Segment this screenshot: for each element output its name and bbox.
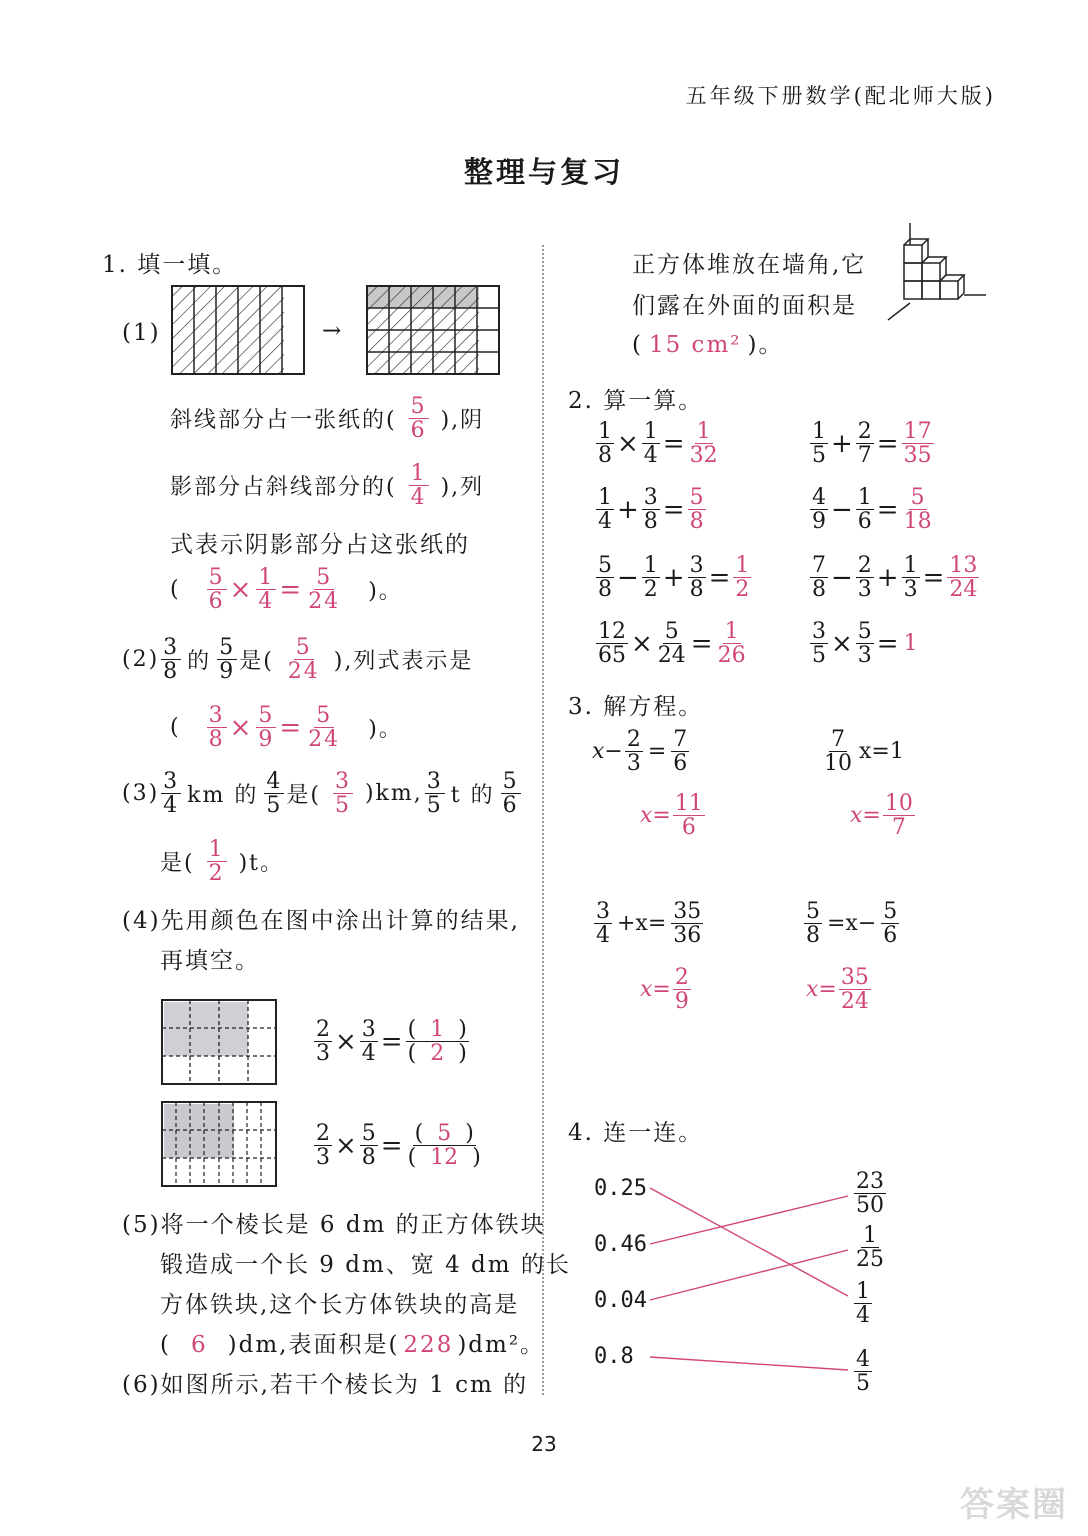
fraction: $\frac{5}{8}$ (689, 485, 704, 535)
operator: = (662, 494, 685, 525)
fraction: 1 (903, 631, 918, 657)
fraction: $\frac{2}{9}$ (674, 965, 689, 1015)
operator: + (831, 428, 853, 459)
fraction: $\frac{1}{6}$ (857, 485, 872, 535)
operator: = (662, 428, 685, 459)
fraction: $\frac{10}{7}$ (884, 791, 913, 841)
q1-1-line1: 斜线部分占一张纸的( $\frac{5}{6}$ ),阴 (170, 394, 485, 444)
fraction: $\frac{11}{6}$ (674, 791, 703, 841)
q3-equation: $\frac{5}{8}$ =x− $\frac{5}{6}$ (806, 899, 898, 949)
q3-answer: x= $\frac{35}{24}$ (806, 965, 869, 1015)
q4-link-line (650, 1196, 848, 1244)
fraction: $\frac{3}{8}$ (689, 553, 704, 603)
fraction: $\frac{1}{5}$ (812, 419, 826, 469)
fraction: $\frac{2}{3}$ (626, 727, 641, 777)
q3-answer: x= $\frac{10}{7}$ (850, 791, 913, 841)
q4-right-item (852, 1280, 874, 1327)
q4-right-item (852, 1170, 888, 1217)
fraction: $\frac{7}{10}$ (824, 727, 852, 777)
fraction: $\frac{17}{35}$ (903, 419, 932, 469)
page-number: 23 (531, 1432, 557, 1456)
q3-answer: x= $\frac{11}{6}$ (640, 791, 703, 841)
q2-exercise (594, 420, 722, 467)
fraction: $\frac{2}{3}$ (857, 553, 872, 603)
q1-4-equation-b: $\frac{2}{3}$ × $\frac{5}{8}$ = ( 5 ) ( 12 ) (316, 1121, 481, 1171)
q1-1-line2: 影部分占斜线部分的( $\frac{1}{4}$ ),列 (170, 461, 485, 511)
fraction: $\frac{7}{8}$ (812, 553, 826, 603)
q2-exercise (594, 486, 708, 533)
fraction: $\frac{1}{2}$ (643, 553, 658, 603)
fraction: $\frac{1}{4}$ (598, 485, 612, 535)
operator: × (631, 628, 653, 659)
fraction: $\frac{13}{24}$ (949, 553, 978, 603)
fraction: $\frac{5}{24}$ (657, 619, 686, 669)
q2-heading: 2. 算一算。 (568, 388, 704, 414)
q4-left-item: 0.46 (594, 1232, 647, 1257)
fraction: $\frac{3}{5}$ (812, 619, 826, 669)
q1-1-line4: ( $\frac{5}{6}$ × $\frac{1}{4}$ = $\frac{5}{24}$ )。 (170, 565, 403, 615)
q1-5-line4: ( 6 )dm,表面积是( 228 )dm²。 (160, 1332, 546, 1358)
operator: + (876, 562, 899, 593)
page-title: 整理与复习 (463, 155, 624, 189)
q2-exercise (808, 554, 981, 601)
q2-exercise (808, 486, 936, 533)
operator: − (831, 494, 853, 525)
stacked-cubes-figure (880, 215, 990, 325)
q1-6-line1: (6)如图所示,若干个棱长为 1 cm 的 (122, 1372, 529, 1398)
q3-answer: x= $\frac{2}{9}$ (640, 965, 689, 1015)
q2-exercise (594, 620, 750, 667)
fraction: $\frac{23}{50}$ (856, 1169, 884, 1219)
operator: + (662, 562, 685, 593)
fraction: $\frac{3}{4}$ (596, 899, 610, 949)
q1-heading: 1. 填一填。 (102, 252, 238, 278)
q1-3-line1: (3) $\frac{3}{4}$ km 的 $\frac{4}{5}$ 是( $\frac{3}{5}$ )km, $\frac{3}{5}$ t 的 $\frac{5}{6}$ (122, 769, 519, 819)
fraction: $\frac{3}{8}$ (643, 485, 658, 535)
fraction: $\frac{2}{7}$ (857, 419, 872, 469)
q4-right-item (852, 1224, 888, 1271)
hatched-paper-figure (170, 284, 310, 376)
q2-exercise (808, 420, 936, 467)
operator: = (708, 562, 731, 593)
q4-left-item: 0.25 (594, 1176, 647, 1201)
operator: × (831, 628, 853, 659)
q4-heading: 4. 连一连。 (568, 1120, 704, 1146)
q1-6-line4: ( 15 cm² )。 (632, 332, 784, 358)
operator: = (876, 494, 899, 525)
fraction: $\frac{7}{6}$ (673, 727, 688, 777)
q1-6-line2: 正方体堆放在墙角,它 (632, 252, 867, 278)
arrow-icon: → (322, 318, 344, 344)
operator: − (831, 562, 853, 593)
fraction: $\frac{1}{3}$ (903, 553, 918, 603)
operator: = (876, 428, 899, 459)
q3-heading: 3. 解方程。 (568, 694, 704, 720)
fraction: $\frac{12}{65}$ (598, 619, 626, 669)
operator: = (922, 562, 945, 593)
q3-equation: $\frac{7}{10}$ x=1 (824, 727, 904, 777)
q1-4-line2: 再填空。 (160, 948, 260, 974)
fraction: $\frac{5}{18}$ (903, 485, 932, 535)
fraction: $\frac{1}{8}$ (598, 419, 612, 469)
fraction: $\frac{4}{9}$ (812, 485, 826, 535)
q4-right-item (852, 1348, 874, 1395)
q1-4-line1: (4)先用颜色在图中涂出计算的结果, (122, 908, 520, 934)
fraction: $\frac{5}{8}$ (806, 899, 820, 949)
q1-3-line2: 是( $\frac{1}{2}$ )t。 (160, 837, 285, 887)
fraction: $\frac{1}{26}$ (717, 619, 746, 669)
q1-4-equation-a: $\frac{2}{3}$ × $\frac{3}{4}$ = ( 1 ) ( 2 ) (316, 1017, 467, 1067)
fraction: $\frac{1}{4}$ (856, 1279, 870, 1329)
q1-1-number: (1) (122, 320, 161, 346)
shaded-grid-figure (365, 284, 505, 376)
operator: = (690, 628, 713, 659)
fraction: $\frac{4}{5}$ (856, 1347, 870, 1397)
fraction: $\frac{1}{32}$ (689, 419, 718, 469)
q4-link-line (650, 1250, 848, 1300)
q3-equation: $\frac{3}{4}$ +x= $\frac{35}{36}$ (596, 899, 702, 949)
fraction: $\frac{5}{8}$ (598, 553, 612, 603)
grid-3x4-figure (160, 998, 280, 1088)
operator: − (617, 562, 639, 593)
q1-1-line3: 式表示阴影部分占这张纸的 (170, 532, 470, 558)
fraction: $\frac{5}{6}$ (883, 899, 898, 949)
q4-link-line (650, 1188, 848, 1296)
q1-5-line1: (5)将一个棱长是 6 dm 的正方体铁块 (122, 1212, 546, 1238)
q1-5-line3: 方体铁块,这个长方体铁块的高是 (160, 1292, 520, 1318)
fraction: $\frac{1}{25}$ (856, 1223, 884, 1273)
fraction: $\frac{1}{4}$ (643, 419, 658, 469)
q3-equation: x− $\frac{2}{3}$ = $\frac{7}{6}$ (592, 727, 688, 777)
q1-5-line2: 锻造成一个长 9 dm、宽 4 dm 的长 (160, 1252, 571, 1278)
q1-2-line2: ( $\frac{3}{8}$ × $\frac{5}{9}$ = $\frac{5}{24}$ )。 (170, 703, 403, 753)
page-header: 五年级下册数学(配北师大版) (685, 84, 996, 108)
q1-2-line1: (2) $\frac{3}{8}$ 的 $\frac{5}{9}$ 是( $\frac{5}{24}$ ),列式表示是 (122, 635, 474, 685)
grid-3x8-figure (160, 1100, 280, 1190)
q2-exercise (808, 620, 922, 667)
operator: = (876, 628, 899, 659)
fraction: $\frac{35}{24}$ (840, 965, 869, 1015)
fraction: $\frac{35}{36}$ (673, 899, 702, 949)
fraction: $\frac{1}{2}$ (735, 553, 750, 603)
operator: + (617, 494, 639, 525)
q2-exercise (594, 554, 753, 601)
q4-left-item: 0.04 (594, 1288, 647, 1313)
watermark-logo: 答案圈 (960, 1485, 1068, 1525)
q4-link-line (650, 1357, 848, 1370)
q1-6-line3: 们露在外面的面积是 (632, 293, 857, 319)
q4-left-item: 0.8 (594, 1344, 634, 1369)
operator: × (617, 428, 639, 459)
fraction: $\frac{5}{3}$ (857, 619, 872, 669)
